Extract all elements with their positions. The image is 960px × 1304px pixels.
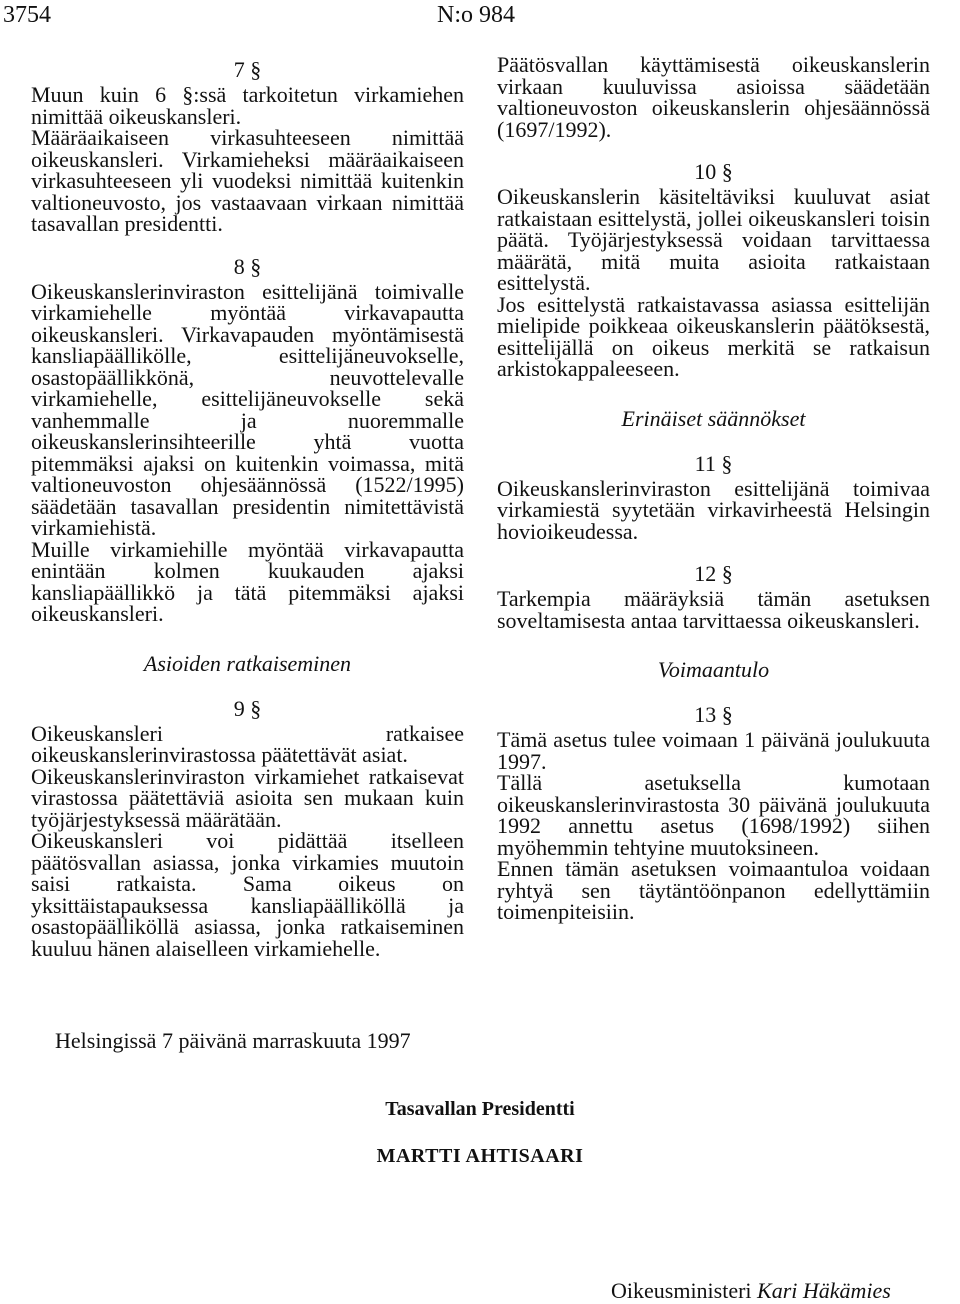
section-12-paragraph-1: Tarkempia määräyksiä tämän asetuksen soveltamisesta antaa tarvittaessa oikeuskansleri.	[497, 586, 930, 633]
section-8-paragraph-1: Oikeuskanslerinviraston esittelijänä toimivalle virkamiehelle myöntää virkavapautta oikeuskansleri. Virkavapauden myöntämisestä kansliapäällikölle, esittelijäneuvokselle, osastopäällikkönä, neuvottelevalle virkamiehelle, esittelijäneuvokselle sekä vanhemmalle ja nuoremmalle oikeuskanslerinsihteerille yhtä vuotta pitemmäksi ajaksi on kuitenkin voimassa, mitä valtioneuvoston ohjesäännössä (1522/1995) säädetään tasavallan presidentin nimitettävistä virkamiehistä.	[31, 278, 464, 540]
section-11-number: 11 §	[694, 450, 733, 476]
right-column	[497, 54, 930, 923]
section-10-paragraph-1: Oikeuskanslerin käsiteltäviksi kuuluvat asiat ratkaistaan esittelystä, jollei oikeuskansleri toisin päätä. Työjärjestyksessä voidaan tarvittaessa määrätä, mitä muita asioita ratkaistaan esittelystä.	[497, 184, 930, 295]
section-13-number: 13 §	[694, 702, 733, 727]
section-7-paragraph-2: Määräaikaiseen virkasuhteeseen nimittää oikeuskansleri. Virkamieheksi määräaikaiseen virkasuhteeseen yli vuodeksi nimittää kuitenkin valtioneuvosto, jos vastaavaan virkaan nimittää tasavallan presidentti.	[31, 125, 464, 236]
section-12-number: 12 §	[694, 561, 733, 586]
issue-number: N:o 984	[437, 2, 515, 28]
left-column	[31, 54, 464, 959]
right-intro-paragraph: Päätösvallan käyttämisestä oikeuskanslerin virkaan kuuluvissa asioissa säädetään valtioneuvoston oikeuskanslerin ohjesäännössä (1697/1992).	[497, 52, 930, 142]
section-8-paragraph-2: Muille virkamiehille myöntää virkavapautta enintään kolmen kuukauden ajaksi kansliapäällikkö ja tätä pitemmäksi ajaksi oikeuskansleri.	[31, 536, 464, 626]
section-9-paragraph-1: Oikeuskansleri ratkaisee oikeuskanslerinvirastossa päätettävät asiat.	[31, 720, 464, 767]
heading-entry-into-force: Voimaantulo	[657, 657, 770, 682]
section-10-number: 10 §	[694, 159, 733, 184]
minister-signature	[611, 1278, 891, 1304]
place-and-date: Helsingissä 7 päivänä marraskuuta 1997	[55, 1028, 411, 1053]
minister-name: Kari Häkämies	[757, 1278, 891, 1303]
page-number: 3754	[3, 2, 51, 28]
heading-decisions: Asioiden ratkaiseminen	[143, 650, 352, 676]
section-8-number: 8 §	[233, 253, 262, 279]
section-9-number: 9 §	[233, 695, 262, 721]
section-13-paragraph-1: Tämä asetus tulee voimaan 1 päivänä joulukuuta 1997.	[497, 727, 930, 774]
president-title: Tasavallan Presidentti	[385, 1098, 575, 1120]
heading-misc: Erinäiset säännökset	[621, 405, 806, 431]
section-9-paragraph-2: Oikeuskanslerinviraston virkamiehet ratkaisevat virastossa päätettäviä asioita sen mukaan kuin työjärjestyksessä määrätään.	[31, 763, 464, 832]
section-13-paragraph-2: Tällä asetuksella kumotaan oikeuskanslerinvirastosta 30 päivänä joulukuuta 1992 annettu asetus (1698/1992) siihen myöhemmin tehtyine muutoksineen.	[497, 770, 930, 860]
section-11-paragraph-1: Oikeuskanslerinviraston esittelijänä toimivaa virkamiestä syytetään virkavirheestä Helsingin hovioikeudessa.	[497, 475, 930, 544]
section-10-paragraph-2: Jos esittelystä ratkaistavassa asiassa esittelijän mielipide poikkeaa oikeuskanslerin päätöksestä, esittelijällä on oikeus merkitä se ratkaisun arkistokappaleeseen.	[497, 291, 930, 381]
section-7-number: 7 §	[233, 57, 262, 82]
section-7-paragraph-1: Muun kuin 6 §:ssä tarkoitetun virkamiehen nimittää oikeuskansleri.	[31, 82, 464, 129]
section-13-paragraph-3: Ennen tämän asetuksen voimaantuloa voidaan ryhtyä sen täytäntöönpanon edellyttämiin toimenpiteisiin.	[497, 856, 930, 924]
minister-title: Oikeusministeri	[611, 1278, 752, 1303]
section-9-paragraph-3: Oikeuskansleri voi pidättää itselleen päätösvallan asiassa, jonka virkamies muutoin saisi ratkaista. Sama oikeus on yksittäistapauksessa kansliapäälliköllä ja osastopäälliköllä asiassa, jonka ratkaiseminen kuuluu hänen alaiselleen virkamiehelle.	[31, 828, 464, 961]
president-name: MARTTI AHTISAARI	[376, 1145, 584, 1167]
